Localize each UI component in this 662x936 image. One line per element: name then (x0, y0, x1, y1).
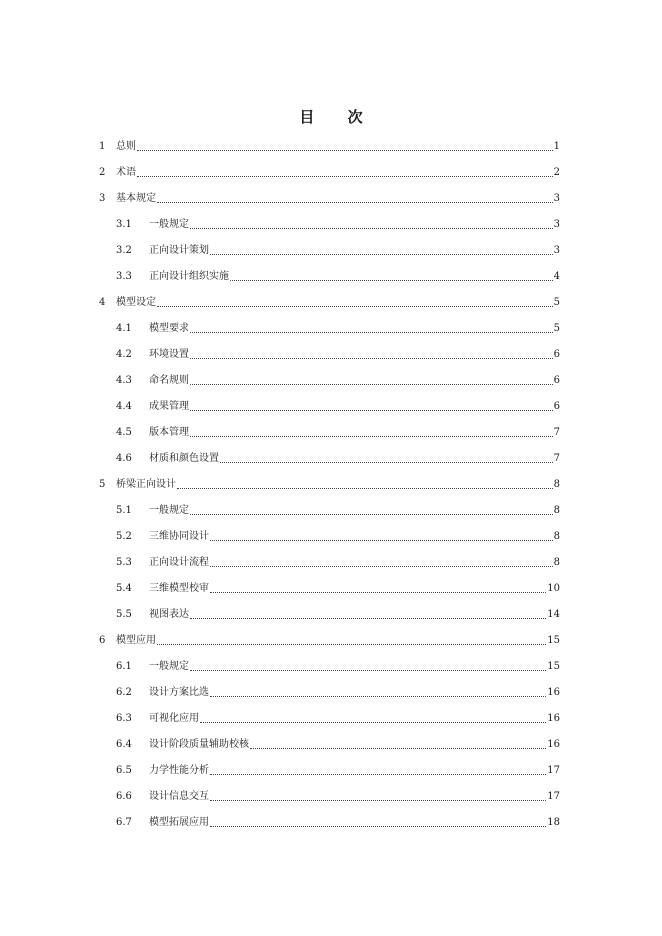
toc-page-number: 6 (553, 375, 560, 386)
toc-chapter-entry[interactable] (99, 290, 560, 316)
toc-section-entry[interactable] (99, 680, 560, 706)
toc-entry-number: 4 (99, 297, 106, 308)
toc-dot-leader (210, 540, 553, 541)
toc-page-number: 15 (547, 635, 560, 646)
toc-entry-number: 4.1 (116, 323, 132, 334)
toc-dot-leader (137, 150, 553, 151)
toc-entry-number: 6 (99, 635, 106, 646)
toc-section-entry[interactable] (99, 446, 560, 472)
toc-dot-leader (210, 566, 553, 567)
toc-entry-title: 总则 (116, 141, 136, 152)
toc-entry-title: 模型应用 (116, 635, 156, 646)
toc-entry-number: 6.6 (116, 791, 132, 802)
toc-dot-leader (177, 488, 553, 489)
toc-entry-number: 6.1 (116, 661, 132, 672)
toc-entry-number: 5 (99, 479, 106, 490)
toc-page-number: 3 (553, 193, 560, 204)
toc-entry-title: 设计信息交互 (149, 791, 209, 802)
toc-section-entry[interactable] (99, 602, 560, 628)
toc-entry-title: 正向设计策划 (149, 245, 209, 256)
toc-section-entry[interactable] (99, 758, 560, 784)
toc-entry-number: 6.7 (116, 817, 132, 828)
toc-entry-number: 5.4 (116, 583, 132, 594)
toc-entry-title: 版本管理 (149, 427, 189, 438)
toc-entry-number: 4.2 (116, 349, 132, 360)
toc-entry-title: 正向设计流程 (149, 557, 209, 568)
toc-section-entry[interactable] (99, 524, 560, 550)
toc-entry-number: 2 (99, 167, 106, 178)
toc-dot-leader (190, 228, 553, 229)
toc-entry-title: 模型要求 (149, 323, 189, 334)
toc-chapter-entry[interactable] (99, 186, 560, 212)
toc-dot-leader (157, 644, 546, 645)
toc-entry-number: 4.5 (116, 427, 132, 438)
toc-section-entry[interactable] (99, 212, 560, 238)
toc-page-number: 5 (553, 323, 560, 334)
toc-page-number: 3 (553, 219, 560, 230)
toc-section-entry[interactable] (99, 550, 560, 576)
toc-page-number: 17 (547, 765, 560, 776)
toc-entry-number: 4.3 (116, 375, 132, 386)
toc-section-entry[interactable] (99, 342, 560, 368)
toc-entry-title: 力学性能分析 (149, 765, 209, 776)
toc-entry-number: 3.1 (116, 219, 132, 230)
toc-entry-title: 桥梁正向设计 (116, 479, 176, 490)
toc-entry-title: 三维模型校审 (149, 583, 209, 594)
toc-entry-title: 设计阶段质量辅助校核 (149, 739, 249, 750)
toc-chapter-entry[interactable] (99, 472, 560, 498)
toc-entry-title: 可视化应用 (149, 713, 199, 724)
toc-page-number: 3 (553, 245, 560, 256)
toc-dot-leader (190, 514, 553, 515)
toc-dot-leader (210, 592, 546, 593)
toc-entry-number: 6.4 (116, 739, 132, 750)
toc-page-number: 8 (553, 557, 560, 568)
toc-entry-number: 6.3 (116, 713, 132, 724)
toc-page-number: 7 (553, 453, 560, 464)
toc-section-entry[interactable] (99, 810, 560, 836)
toc-dot-leader (210, 800, 546, 801)
toc-dot-leader (250, 748, 546, 749)
toc-dot-leader (157, 306, 553, 307)
toc-chapter-entry[interactable] (99, 160, 560, 186)
toc-entry-number: 3 (99, 193, 106, 204)
toc-entry-number: 5.1 (116, 505, 132, 516)
toc-dot-leader (190, 358, 553, 359)
toc-page-number: 16 (547, 713, 560, 724)
table-of-contents (99, 134, 560, 836)
toc-page-number: 17 (547, 791, 560, 802)
toc-dot-leader (190, 384, 553, 385)
toc-section-entry[interactable] (99, 394, 560, 420)
toc-dot-leader (157, 202, 553, 203)
toc-entry-title: 成果管理 (149, 401, 189, 412)
toc-entry-number: 3.2 (116, 245, 132, 256)
toc-page-number: 8 (553, 531, 560, 542)
toc-dot-leader (190, 436, 553, 437)
toc-page-number: 7 (553, 427, 560, 438)
toc-entry-title: 材质和颜色设置 (149, 453, 219, 464)
toc-page-number: 6 (553, 401, 560, 412)
toc-section-entry[interactable] (99, 784, 560, 810)
toc-section-entry[interactable] (99, 706, 560, 732)
toc-entry-number: 5.3 (116, 557, 132, 568)
toc-entry-number: 1 (99, 141, 106, 152)
toc-entry-number: 3.3 (116, 271, 132, 282)
toc-page-number: 18 (547, 817, 560, 828)
toc-entry-number: 5.5 (116, 609, 132, 620)
toc-page-number: 5 (553, 297, 560, 308)
toc-section-entry[interactable] (99, 498, 560, 524)
toc-dot-leader (220, 462, 553, 463)
toc-dot-leader (210, 254, 553, 255)
toc-entry-number: 4.4 (116, 401, 132, 412)
toc-section-entry[interactable] (99, 238, 560, 264)
toc-entry-title: 一般规定 (149, 219, 189, 230)
toc-entry-title: 三维协同设计 (149, 531, 209, 542)
toc-section-entry[interactable] (99, 264, 560, 290)
toc-chapter-entry[interactable] (99, 628, 560, 654)
toc-entry-title: 设计方案比选 (149, 687, 209, 698)
toc-entry-number: 6.2 (116, 687, 132, 698)
toc-page-number: 6 (553, 349, 560, 360)
page-title: 目 次 (299, 108, 377, 126)
toc-entry-title: 视图表达 (149, 609, 189, 620)
toc-dot-leader (210, 696, 546, 697)
toc-dot-leader (137, 176, 553, 177)
toc-section-entry[interactable] (99, 732, 560, 758)
toc-dot-leader (190, 332, 553, 333)
toc-page-number: 15 (547, 661, 560, 672)
toc-dot-leader (230, 280, 553, 281)
toc-page-number: 2 (553, 167, 560, 178)
toc-entry-title: 模型拓展应用 (149, 817, 209, 828)
toc-page-number: 1 (553, 141, 560, 152)
toc-section-entry[interactable] (99, 654, 560, 680)
toc-page-number: 16 (547, 739, 560, 750)
toc-entry-number: 6.5 (116, 765, 132, 776)
toc-section-entry[interactable] (99, 316, 560, 342)
toc-entry-number: 4.6 (116, 453, 132, 464)
toc-dot-leader (190, 410, 553, 411)
toc-entry-title: 模型设定 (116, 297, 156, 308)
toc-entry-title: 一般规定 (149, 661, 189, 672)
toc-page-number: 8 (553, 505, 560, 516)
toc-dot-leader (210, 774, 546, 775)
toc-entry-number: 5.2 (116, 531, 132, 542)
toc-section-entry[interactable] (99, 368, 560, 394)
toc-entry-title: 基本规定 (116, 193, 156, 204)
toc-dot-leader (190, 618, 546, 619)
toc-dot-leader (190, 670, 546, 671)
toc-page-number: 8 (553, 479, 560, 490)
toc-dot-leader (210, 826, 546, 827)
toc-page-number: 10 (547, 583, 560, 594)
toc-entry-title: 一般规定 (149, 505, 189, 516)
toc-page-number: 4 (553, 271, 560, 282)
toc-page-number: 16 (547, 687, 560, 698)
toc-entry-title: 环境设置 (149, 349, 189, 360)
toc-section-entry[interactable] (99, 420, 560, 446)
toc-entry-title: 命名规则 (149, 375, 189, 386)
toc-chapter-entry[interactable] (99, 134, 560, 160)
toc-entry-title: 正向设计组织实施 (149, 271, 229, 282)
toc-entry-title: 术语 (116, 167, 136, 178)
toc-dot-leader (200, 722, 546, 723)
toc-section-entry[interactable] (99, 576, 560, 602)
toc-page-number: 14 (547, 609, 560, 620)
